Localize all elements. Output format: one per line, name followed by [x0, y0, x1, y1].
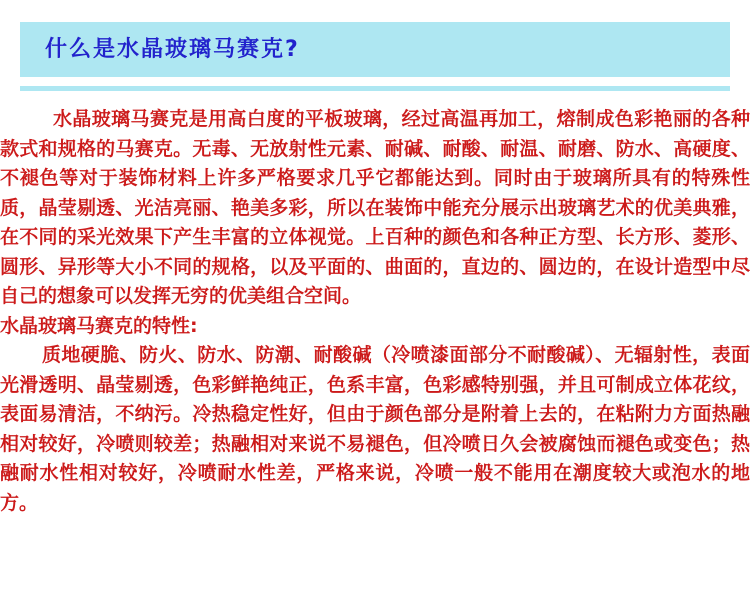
features-paragraph: 质地硬脆、防火、防水、防潮、耐酸碱（冷喷漆面部分不耐酸碱）、无辐射性，表面光滑透明、晶莹剔透，色彩鲜艳纯正，色系丰富，色彩感特别强，并且可制成立体花纹，表面易清洁，不纳污。冷热稳定性好，但由于颜色部分是附着上去的，在粘附力方面热融相对较好，冷喷则较差；热融相对来说不易褪色，但冷喷日久会被腐蚀而褪色或变色；热融耐水性相对较好，冷喷耐水性差，严格来说，冷喷一般不能用在潮度较大或泡水的地方。	[0, 344, 750, 514]
features-heading: 水晶玻璃马赛克的特性:	[0, 314, 198, 337]
header-divider	[20, 86, 730, 91]
page-title: 什么是水晶玻璃马赛克?	[45, 36, 300, 62]
article	[0, 105, 750, 518]
page-header	[20, 22, 730, 77]
intro-paragraph: 水晶玻璃马赛克是用高白度的平板玻璃，经过高温再加工，熔制成色彩艳丽的各种款式和规格的马赛克。无毒、无放射性元素、耐碱、耐酸、耐温、耐磨、防水、高硬度、不褪色等对于装饰材料上许多严格要求几乎它都能达到。同时由于玻璃所具有的特殊性质，晶莹剔透、光洁亮丽、艳美多彩，所以在装饰中能充分展示出玻璃艺术的优美典雅，在不同的采光效果下产生丰富的立体视觉。上百种的颜色和各种正方型、长方形、菱形、圆形、异形等大小不同的规格，以及平面的、曲面的，直边的、圆边的，在设计造型中尽自己的想象可以发挥无穷的优美组合空间。	[0, 108, 750, 307]
